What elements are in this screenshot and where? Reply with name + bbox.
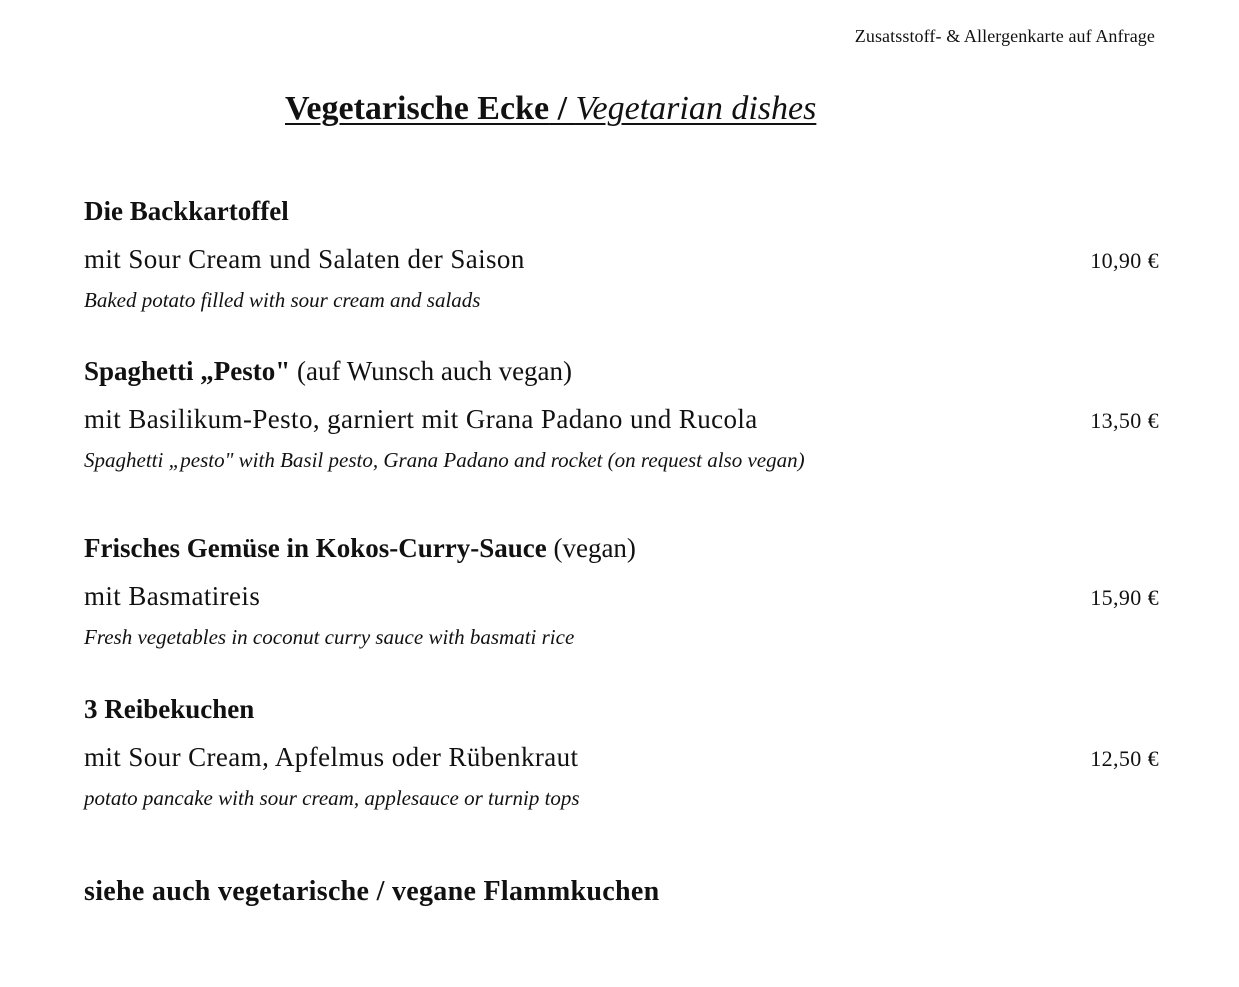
dish-description-en: Fresh vegetables in coconut curry sauce with basmati rice bbox=[84, 625, 575, 649]
allergen-note: Zusatsstoff- & Allergenkarte auf Anfrage bbox=[854, 26, 1155, 46]
dish-name-extra: (vegan) bbox=[546, 533, 636, 563]
title-german: Vegetarische Ecke bbox=[285, 90, 550, 127]
dish-name-bold: Die Backkartoffel bbox=[84, 196, 289, 226]
dish-description-row bbox=[84, 244, 1159, 276]
dish-price: 12,50 € bbox=[1090, 746, 1159, 771]
dish-description-en: Spaghetti „pesto" with Basil pesto, Grana Padano and rocket (on request also vegan) bbox=[84, 448, 805, 472]
dish-name-bold: 3 Reibekuchen bbox=[84, 694, 255, 724]
dish-description-de: mit Basilikum-Pesto, garniert mit Grana Padano und Rucola bbox=[84, 404, 758, 434]
dish-price: 15,90 € bbox=[1090, 585, 1159, 610]
dish-price: 13,50 € bbox=[1090, 408, 1159, 433]
flammkuchen-note: siehe auch vegetarische / vegane Flammkuchen bbox=[84, 876, 660, 907]
dish-description-de: mit Basmatireis bbox=[84, 581, 261, 611]
page-title bbox=[285, 90, 816, 128]
title-english: Vegetarian dishes bbox=[575, 90, 817, 127]
dish-price: 10,90 € bbox=[1090, 248, 1159, 273]
title-separator: / bbox=[549, 90, 576, 127]
dish-description-en: Baked potato filled with sour cream and salads bbox=[84, 288, 481, 312]
dish-description-en: potato pancake with sour cream, applesauce or turnip tops bbox=[84, 786, 580, 810]
menu-item bbox=[84, 356, 1159, 473]
dish-name bbox=[84, 533, 1159, 565]
dish-name bbox=[84, 694, 1159, 726]
dish-description-row bbox=[84, 404, 1159, 436]
dish-description-row bbox=[84, 581, 1159, 613]
dish-description-row bbox=[84, 742, 1159, 774]
dish-description-de: mit Sour Cream und Salaten der Saison bbox=[84, 244, 525, 274]
menu-item bbox=[84, 196, 1159, 313]
menu-item bbox=[84, 694, 1159, 811]
dish-name-bold: Spaghetti „Pesto" bbox=[84, 356, 291, 386]
dish-name-bold: Frisches Gemüse in Kokos-Curry-Sauce bbox=[84, 533, 547, 563]
dish-description-de: mit Sour Cream, Apfelmus oder Rübenkraut bbox=[84, 742, 579, 772]
dish-name bbox=[84, 196, 1159, 228]
dish-name-extra: (auf Wunsch auch vegan) bbox=[290, 356, 573, 386]
menu-item bbox=[84, 533, 1159, 650]
dish-name bbox=[84, 356, 1159, 388]
